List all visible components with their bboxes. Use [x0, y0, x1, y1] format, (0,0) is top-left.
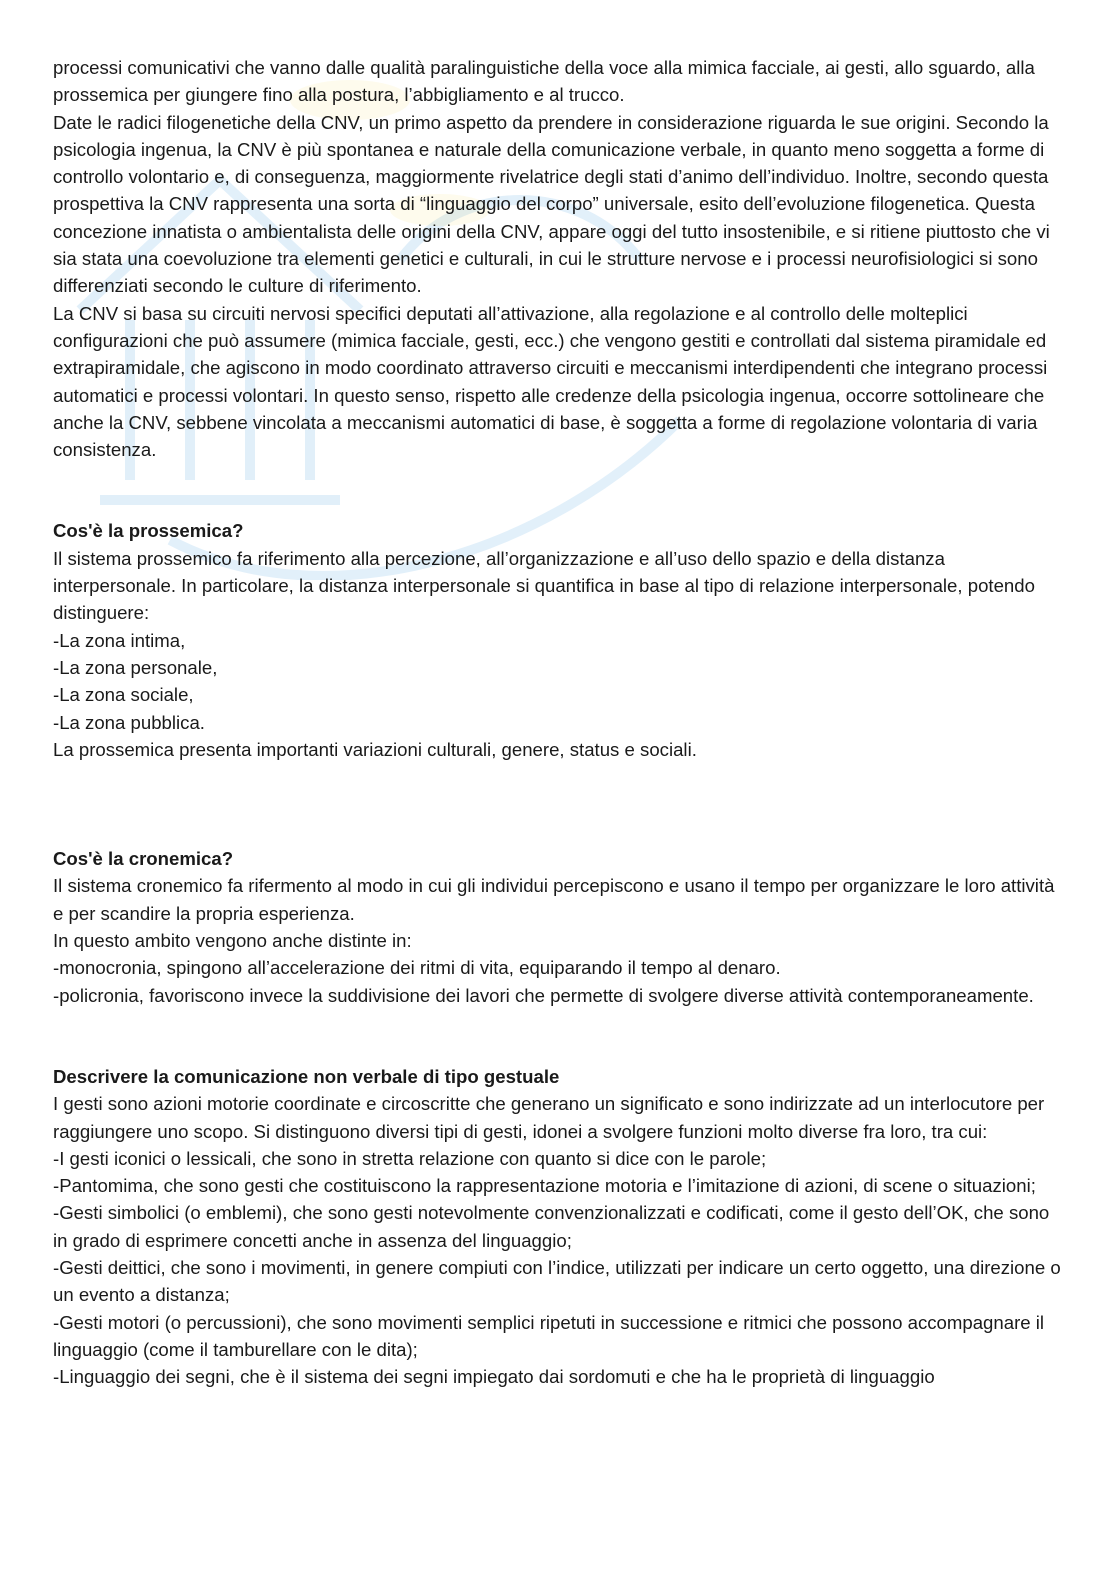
cronemica-section [53, 845, 1063, 1009]
list-item: -La zona personale, [53, 656, 218, 678]
section-paragraph: Il sistema cronemico fa rifermento al modo in cui gli individui percepiscono e usano il tempo per organizzare le loro attività e per scandire la propria esperienza. [53, 875, 1055, 924]
intro-section [53, 54, 1063, 463]
intro-paragraph: Date le radici filogenetiche della CNV, un primo aspetto da prendere in considerazione riguarda le sue origini. Secondo la psicologia ingenua, la CNV è più spontanea e naturale della comunicazione verbale, in quanto meno soggetta a forme di controllo volontario e, di conseguenza, maggiormente rivelatrice degli stati d’animo dell’individuo. Inoltre, secondo questa prospettiva la CNV rappresenta una sorta di “linguaggio del corpo” universale, esito dell’evoluzione filogenetica. Questa concezione innatista o ambientalista delle origini della CNV, appare oggi del tutto insostenibile, e si ritiene piuttosto che vi sia stata una coevoluzione tra elementi genetici e culturali, in cui le strutture nervose e i processi neurofisiologici si sono differenziati secondo le culture di riferimento. [53, 111, 1050, 297]
list-item: -La zona intima, [53, 629, 186, 651]
section-paragraph: Il sistema prossemico fa riferimento alla percezione, all’organizzazione e all’uso dello spazio e della distanza interpersonale. In particolare, la distanza interpersonale si quantifica in base al tipo di relazione interpersonale, potendo distinguere: [53, 547, 1035, 624]
list-item: -La zona sociale, [53, 684, 194, 706]
section-paragraph: In questo ambito vengono anche distinte in: [53, 930, 412, 952]
gestuale-section [53, 1063, 1063, 1391]
document-body [53, 54, 1063, 1390]
section-heading: Cos'è la cronemica? [53, 848, 234, 870]
list-item: -Gesti motori (o percussioni), che sono movimenti semplici ripetuti in successione e ritmici che possono accompagnare il linguaggio (come il tamburellare con le dita); [53, 1311, 1045, 1360]
list-item: -Linguaggio dei segni, che è il sistema dei segni impiegato dai sordomuti e che ha le proprietà di linguaggio [53, 1366, 935, 1388]
list-item: -I gesti iconici o lessicali, che sono in stretta relazione con quanto si dice con le parole; [53, 1147, 767, 1169]
section-paragraph: La prossemica presenta importanti variazioni culturali, genere, status e sociali. [53, 738, 697, 760]
list-item: -Pantomima, che sono gesti che costituiscono la rappresentazione motoria e l’imitazione di azioni, di scene o situazioni; [53, 1175, 1036, 1197]
list-item: -Gesti simbolici (o emblemi), che sono gesti notevolmente convenzionalizzati e codificati, come il gesto dell’OK, che sono in grado di esprimere concetti anche in assenza del linguaggio; [53, 1202, 1050, 1251]
list-item: -monocronia, spingono all’accelerazione dei ritmi di vita, equiparando il tempo al denaro. [53, 957, 781, 979]
intro-paragraph: La CNV si basa su circuiti nervosi specifici deputati all’attivazione, alla regolazione e al controllo delle molteplici configurazioni che può assumere (mimica facciale, gesti, ecc.) che vengono gestiti e controllati dal sistema piramidale ed extrapiramidale, che agiscono in modo coordinato attraverso circuiti e meccanismi interdipendenti che integrano processi automatici e processi volontari. In questo senso, rispetto alle credenze della psicologia ingenua, occorre sottolineare che anche la CNV, sebbene vincolata a meccanismi automatici di base, è soggetta a forme di regolazione volontaria di varia consistenza. [53, 302, 1048, 461]
prossemica-section [53, 517, 1063, 763]
section-heading: Descrivere la comunicazione non verbale di tipo gestuale [53, 1065, 560, 1087]
intro-paragraph: processi comunicativi che vanno dalle qualità paralinguistiche della voce alla mimica facciale, ai gesti, allo sguardo, alla prossemica per giungere fino alla postura, l’abbigliamento e al trucco. [53, 57, 1035, 106]
section-heading: Cos'è la prossemica? [53, 520, 244, 542]
list-item: -policronia, favoriscono invece la suddivisione dei lavori che permette di svolgere diverse attività contemporaneamente. [53, 984, 1034, 1006]
list-item: -La zona pubblica. [53, 711, 205, 733]
list-item: -Gesti deittici, che sono i movimenti, in genere compiuti con l’indice, utilizzati per indicare un certo oggetto, una direzione o un evento a distanza; [53, 1256, 1061, 1306]
section-paragraph: I gesti sono azioni motorie coordinate e circoscritte che generano un significato e sono indirizzate ad un interlocutore per raggiungere uno scopo. Si distinguono diversi tipi di gesti, idonei a svolgere funzioni molto diverse fra loro, tra cui: [53, 1093, 1045, 1142]
